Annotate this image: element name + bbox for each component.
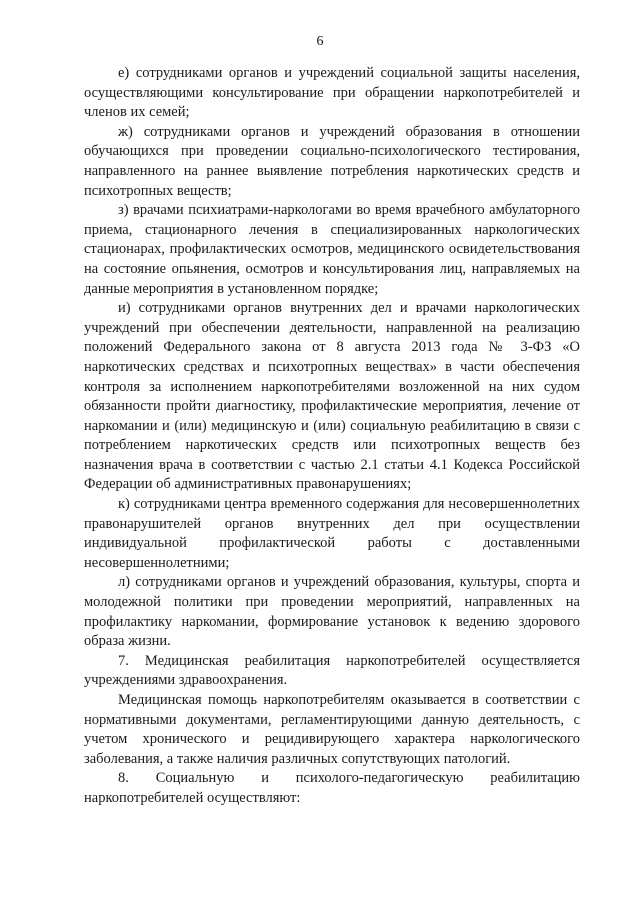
page-number: 6 (316, 34, 324, 49)
paragraph-item-e: е) сотрудниками органов и учреждений социальной защиты населения, осуществляющими консультирование при обращении наркопотребителей и членов их семей; (84, 65, 580, 121)
document-body (84, 64, 580, 809)
paragraph-item-k: к) сотрудниками центра временного содержания для несовершеннолетних правонарушителей органов внутренних дел при осуществлении индивидуальной профилактической работы с доставленными несовершеннолетними; (84, 496, 580, 571)
paragraph-medical-help: Медицинская помощь наркопотребителям оказывается в соответствии с нормативными документами, регламентирующими данную деятельность, с учетом хронического и рецидивирующего характера наркологического заболевания, а также наличия различных сопутствующих патологий. (84, 692, 580, 767)
paragraph-item-l: л) сотрудниками органов и учреждений образования, культуры, спорта и молодежной политики при проведении мероприятий, направленных на профилактику наркомании, формирование установок к ведению здорового образа жизни. (84, 574, 580, 650)
paragraph-section-7: 7. Медицинская реабилитация наркопотребителей осуществляется учреждениями здравоохранения. (84, 652, 580, 689)
paragraph-item-z: з) врачами психиатрами-наркологами во время врачебного амбулаторного приема, стационарного лечения в специализированных наркологических стационарах, профилактических осмотров, медицинского освидетельствования на состояние опьянения, осмотров и консультирования лиц, направляемых на данные мероприятия в установленном порядке; (84, 202, 580, 297)
paragraph-item-zh: ж) сотрудниками органов и учреждений образования в отношении обучающихся при проведении социально-психологического тестирования, направленного на раннее выявление потребления наркотических средств и психотропных веществ; (84, 123, 580, 199)
paragraph-section-8: 8. Социальную и психолого-педагогическую реабилитацию наркопотребителей осуществляют: (84, 770, 580, 806)
paragraph-item-i: и) сотрудниками органов внутренних дел и врачами наркологических учреждений при обеспечении деятельности, направленной на реализацию положений Федерального закона от 8 августа 2013 года № 3-ФЗ «О наркотических средствах и психотропных веществах» в части обеспечения контроля за исполнением наркопотребителями возложенной на них судом обязанности пройти диагностику, профилактические мероприятия, лечение от наркомании и (или) медицинскую и (или) социальную реабилитацию в связи с потреблением наркотических средств или психотропных веществ без назначения врача в соответствии с частью 2.1 статьи 4.1 Кодекса Российской Федерации об административных правонарушениях; (84, 300, 580, 493)
